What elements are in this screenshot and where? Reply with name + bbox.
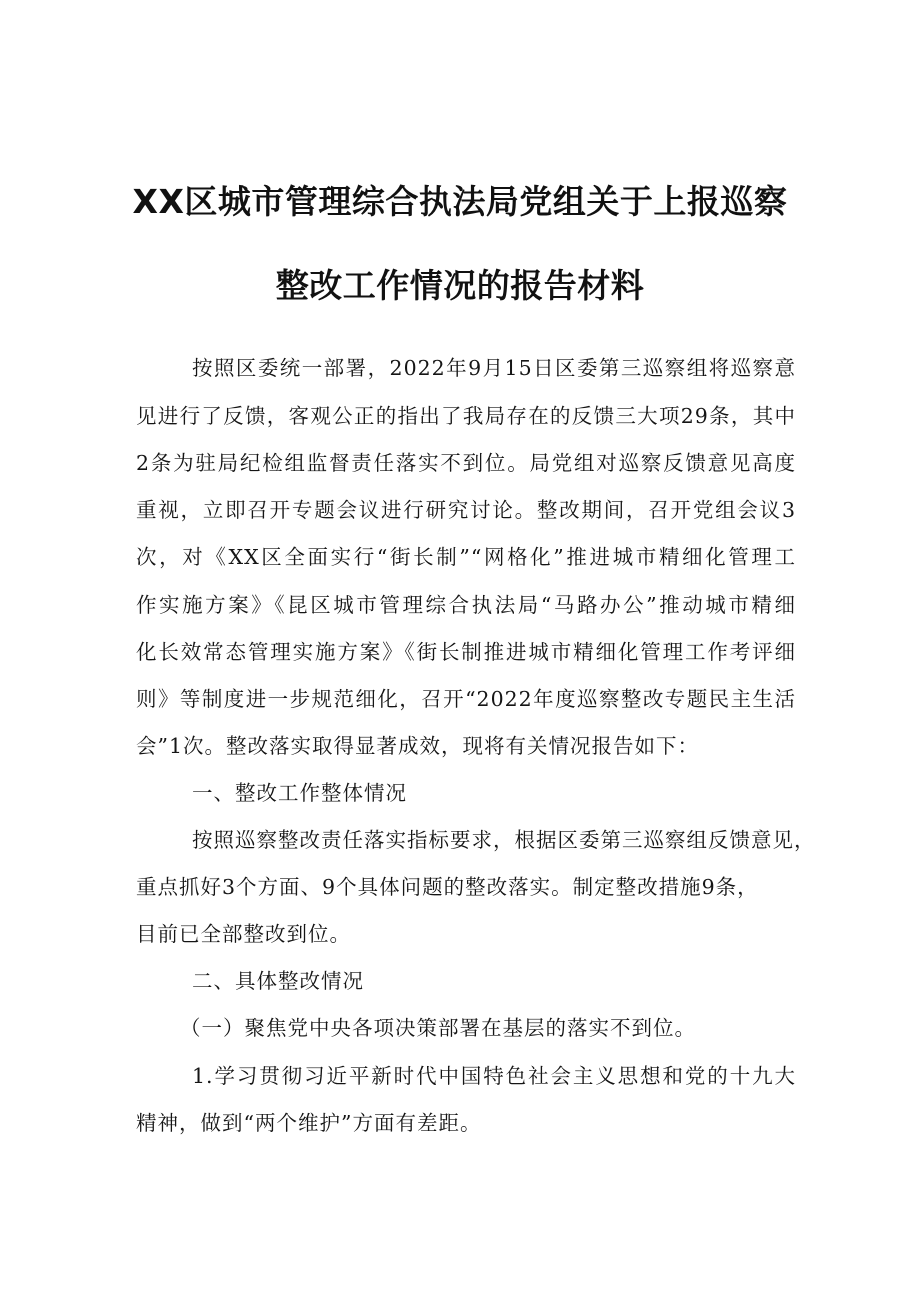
subsection-heading-1: （一）聚焦党中央各项决策部署在基层的落实不到位。	[180, 1016, 696, 1040]
paragraph-1-line-3: 2条为驻局纪检组监督责任落实不到位。局党组对巡察反馈意见高度	[136, 451, 796, 475]
item-1-line-1: 1.学习贯彻习近平新时代中国特色社会主义思想和党的十九大	[192, 1064, 796, 1088]
paragraph-1-line-6: 作实施方案》《昆区城市管理综合执法局“马路办公”推动城市精细	[136, 593, 796, 617]
paragraph-1-line-1: 按照区委统一部署，2022年9月15日区委第三巡察组将巡察意	[192, 356, 796, 380]
paragraph-2-line-2: 重点抓好3个方面、9个具体问题的整改落实。制定整改措施9条，	[136, 875, 759, 899]
paragraph-1-line-9: 会”1次。整改落实取得显著成效，现将有关情况报告如下：	[136, 734, 700, 758]
section-heading-2: 二、具体整改情况	[192, 969, 364, 993]
paragraph-1-line-5: 次，对《XX区全面实行“街长制”“网格化”推进城市精细化管理工	[136, 545, 796, 569]
section-heading-1: 一、整改工作整体情况	[192, 781, 407, 805]
paragraph-2-line-3: 目前已全部整改到位。	[136, 922, 351, 946]
paragraph-1-line-8: 则》等制度进一步规范细化，召开“2022年度巡察整改专题民主生活	[136, 687, 796, 711]
document-title-line-2: 整改工作情况的报告材料	[275, 266, 645, 305]
paragraph-2-line-1: 按照巡察整改责任落实指标要求，根据区委第三巡察组反馈意见，	[192, 828, 816, 852]
item-1-line-2: 精神，做到“两个维护”方面有差距。	[136, 1111, 482, 1135]
document-title-line-1: XX区城市管理综合执法局党组关于上报巡察	[132, 182, 788, 221]
paragraph-1-line-4: 重视，立即召开专题会议进行研究讨论。整改期间，召开党组会议3	[136, 498, 796, 522]
paragraph-1-line-2: 见进行了反馈，客观公正的指出了我局存在的反馈三大项29条，其中	[136, 404, 796, 428]
paragraph-1-line-7: 化长效常态管理实施方案》《街长制推进城市精细化管理工作考评细	[136, 640, 796, 664]
